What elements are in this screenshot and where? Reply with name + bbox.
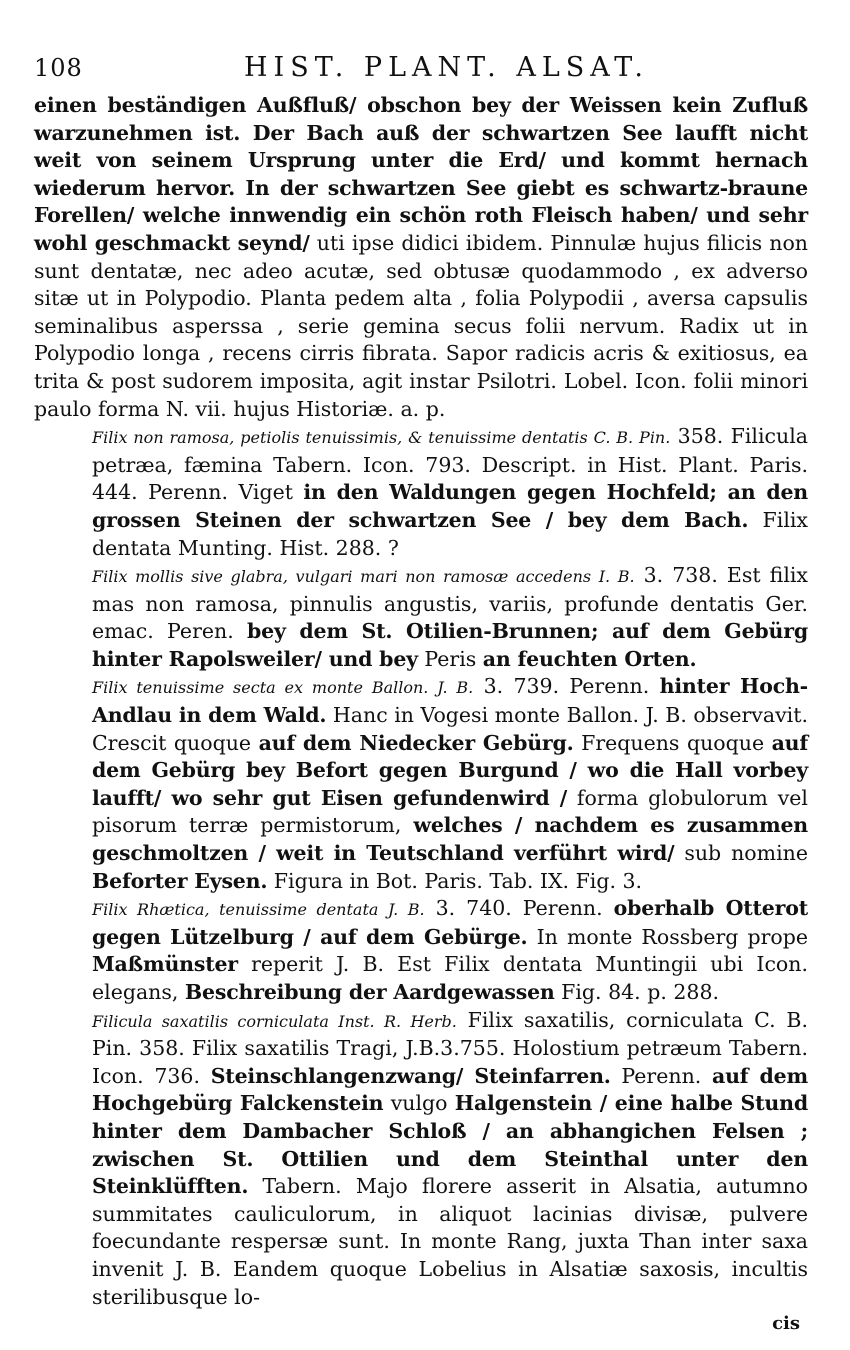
german-text: einen beständigen Außfluß/ obschon bey der Weissen kein Zufluß warzunehmen ist. Der Bach auß der schwartzen See laufft nicht weit von seinem Ursprung unter die Erd/ und kommt hernach wiederum hervor. In der schwartzen See giebt es schwartz-braune Forellen/ welche innwendig ein schön roth Fleisch haben/ und sehr wohl geschmackt seynd/ <box>34 93 808 255</box>
german-text: Steinschlangenzwang/ Steinfarren. <box>210 1063 611 1088</box>
german-text: auf dem Hochgebürg Falckenstein <box>92 1063 809 1116</box>
latin-text: In monte Rossberg prope <box>527 924 809 949</box>
latin-text: Peris <box>417 646 483 671</box>
latin-heading: Filicula saxatilis corniculata Inst. R. Herb. <box>92 1011 457 1031</box>
entry-filix-non-ramosa <box>34 423 808 562</box>
latin-text: uti ipse didici ibidem. Pinnulæ hujus filicis non sunt dentatæ, nec adeo acutæ, sed obtusæ quodammodo , ex adverso sitæ ut in Polypodio. Planta pedem alta , folia Polypodii , aversa capsulis seminalibus asperssa , serie gemina secus folii nervum. Radix ut in Polypodio longa , recens cirris fibrata. Sapor radicis acris & exitiosus, ea trita & post sudorem imposita, agit instar Psilotri. Lobel. Icon. folii minori paulo forma N. vii. hujus Historiæ. a. p. <box>34 230 808 421</box>
german-text: hinter Hoch-Andlau in dem Wald. <box>92 674 808 728</box>
latin-text: Perenn. <box>610 1063 712 1088</box>
body-text <box>34 92 808 1311</box>
german-text: Beforter Eysen. <box>92 868 268 893</box>
latin-text: Filix saxatilis, corniculata C. B. Pin. 358. Filix saxatilis Tragi, J.B.3.755. Holostium petræum Tabern. Icon. 736. <box>92 1007 808 1088</box>
latin-text: forma globulorum vel pisorum terræ permistorum, <box>92 785 808 838</box>
page-number: 108 <box>34 54 83 82</box>
german-text: welches / nachdem es zusammen geschmoltzen / weit in Teutschland verführt wird/ <box>92 813 808 866</box>
german-text: auf dem Niedecker Gebürg. <box>258 730 574 755</box>
german-text: Maßmünster <box>92 952 238 977</box>
running-title: HIST. PLANT. ALSAT. <box>244 52 649 83</box>
german-text: in den Waldungen gegen Hochfeld; an den grossen Steinen der schwartzen See / bey dem Bach. <box>92 480 808 532</box>
latin-text: 3. 738. Est filix mas non ramosa, pinnulis angustis, variis, profunde dentatis Ger. emac. Peren. <box>92 563 808 644</box>
german-text: an feuchten Orten. <box>482 646 697 671</box>
latin-heading: Filix mollis sive glabra, vulgari mari non ramosæ accedens I. B. <box>92 567 635 587</box>
catchword: cis <box>772 1313 800 1335</box>
latin-text: reperit J. B. Est Filix dentata Muntingii ubi Icon. elegans, <box>92 952 808 1004</box>
entry-filicula-saxatilis <box>34 1007 808 1312</box>
german-text: Beschreibung der Aardgewassen <box>184 980 555 1004</box>
latin-heading: Filix Rhætica, tenuissime dentata J. B. <box>92 900 425 920</box>
german-text: Halgenstein / eine halbe Stund hinter dem Dambacher Schloß / an abhangichen Felsen ; zwischen St. Ottilien und dem Steinthal unter den Steinklüfften. <box>92 1091 808 1199</box>
latin-text: Frequens quoque <box>573 730 772 755</box>
german-text: oberhalb Otterot gegen Lützelburg / auf dem Gebürge. <box>92 896 808 949</box>
german-text: bey dem St. Otilien-Brunnen; auf dem Gebürg hinter Rapolsweiler/ und bey <box>92 619 808 671</box>
latin-text: Hanc in Vogesi monte Ballon. J. B. observavit. Crescit quoque <box>92 703 808 755</box>
paragraph-continuation <box>34 92 808 423</box>
latin-text: 3. 739. Perenn. <box>473 674 660 699</box>
latin-heading: Filix non ramosa, petiolis tenuissimis, & tenuissime dentatis C. B. Pin. <box>92 428 671 448</box>
latin-text: 3. 740. Perenn. <box>424 896 614 921</box>
latin-text: Figura in Bot. Paris. Tab. IX. Fig. 3. <box>267 868 643 893</box>
page-header <box>34 48 808 92</box>
latin-text: vulgo <box>383 1091 455 1116</box>
entry-filix-tenuissime-secta <box>34 673 808 895</box>
latin-text: sub nomine <box>674 841 808 866</box>
latin-text: Fig. 84. p. 288. <box>554 980 720 1004</box>
latin-text: Tabern. Majo florere asserit in Alsatia, autumno summitates cauliculorum, in aliquot lacinias divisæ, pulvere foecundante respersæ sunt. In monte Rang, juxta Than inter saxa invenit J. B. Eandem quoque Lobelius in Alsatiæ saxosis, incultis sterilibusque lo- <box>92 1174 808 1309</box>
latin-text: 358. Filicula petræa, fæmina Tabern. Icon. 793. Descript. in Hist. Plant. Paris. 444. Perenn. Viget <box>92 424 808 505</box>
german-text: auf dem Gebürg bey Befort gegen Burgund / wo die Hall vorbey laufft/ wo sehr gut Eisen gefundenwird / <box>92 730 808 810</box>
entry-filix-mollis <box>34 562 808 673</box>
latin-text: Filix dentata Munting. Hist. 288. ? <box>92 507 808 560</box>
latin-heading: Filix tenuissime secta ex monte Ballon. J. B. <box>92 678 474 698</box>
entry-filix-rhaetica <box>34 895 808 1006</box>
